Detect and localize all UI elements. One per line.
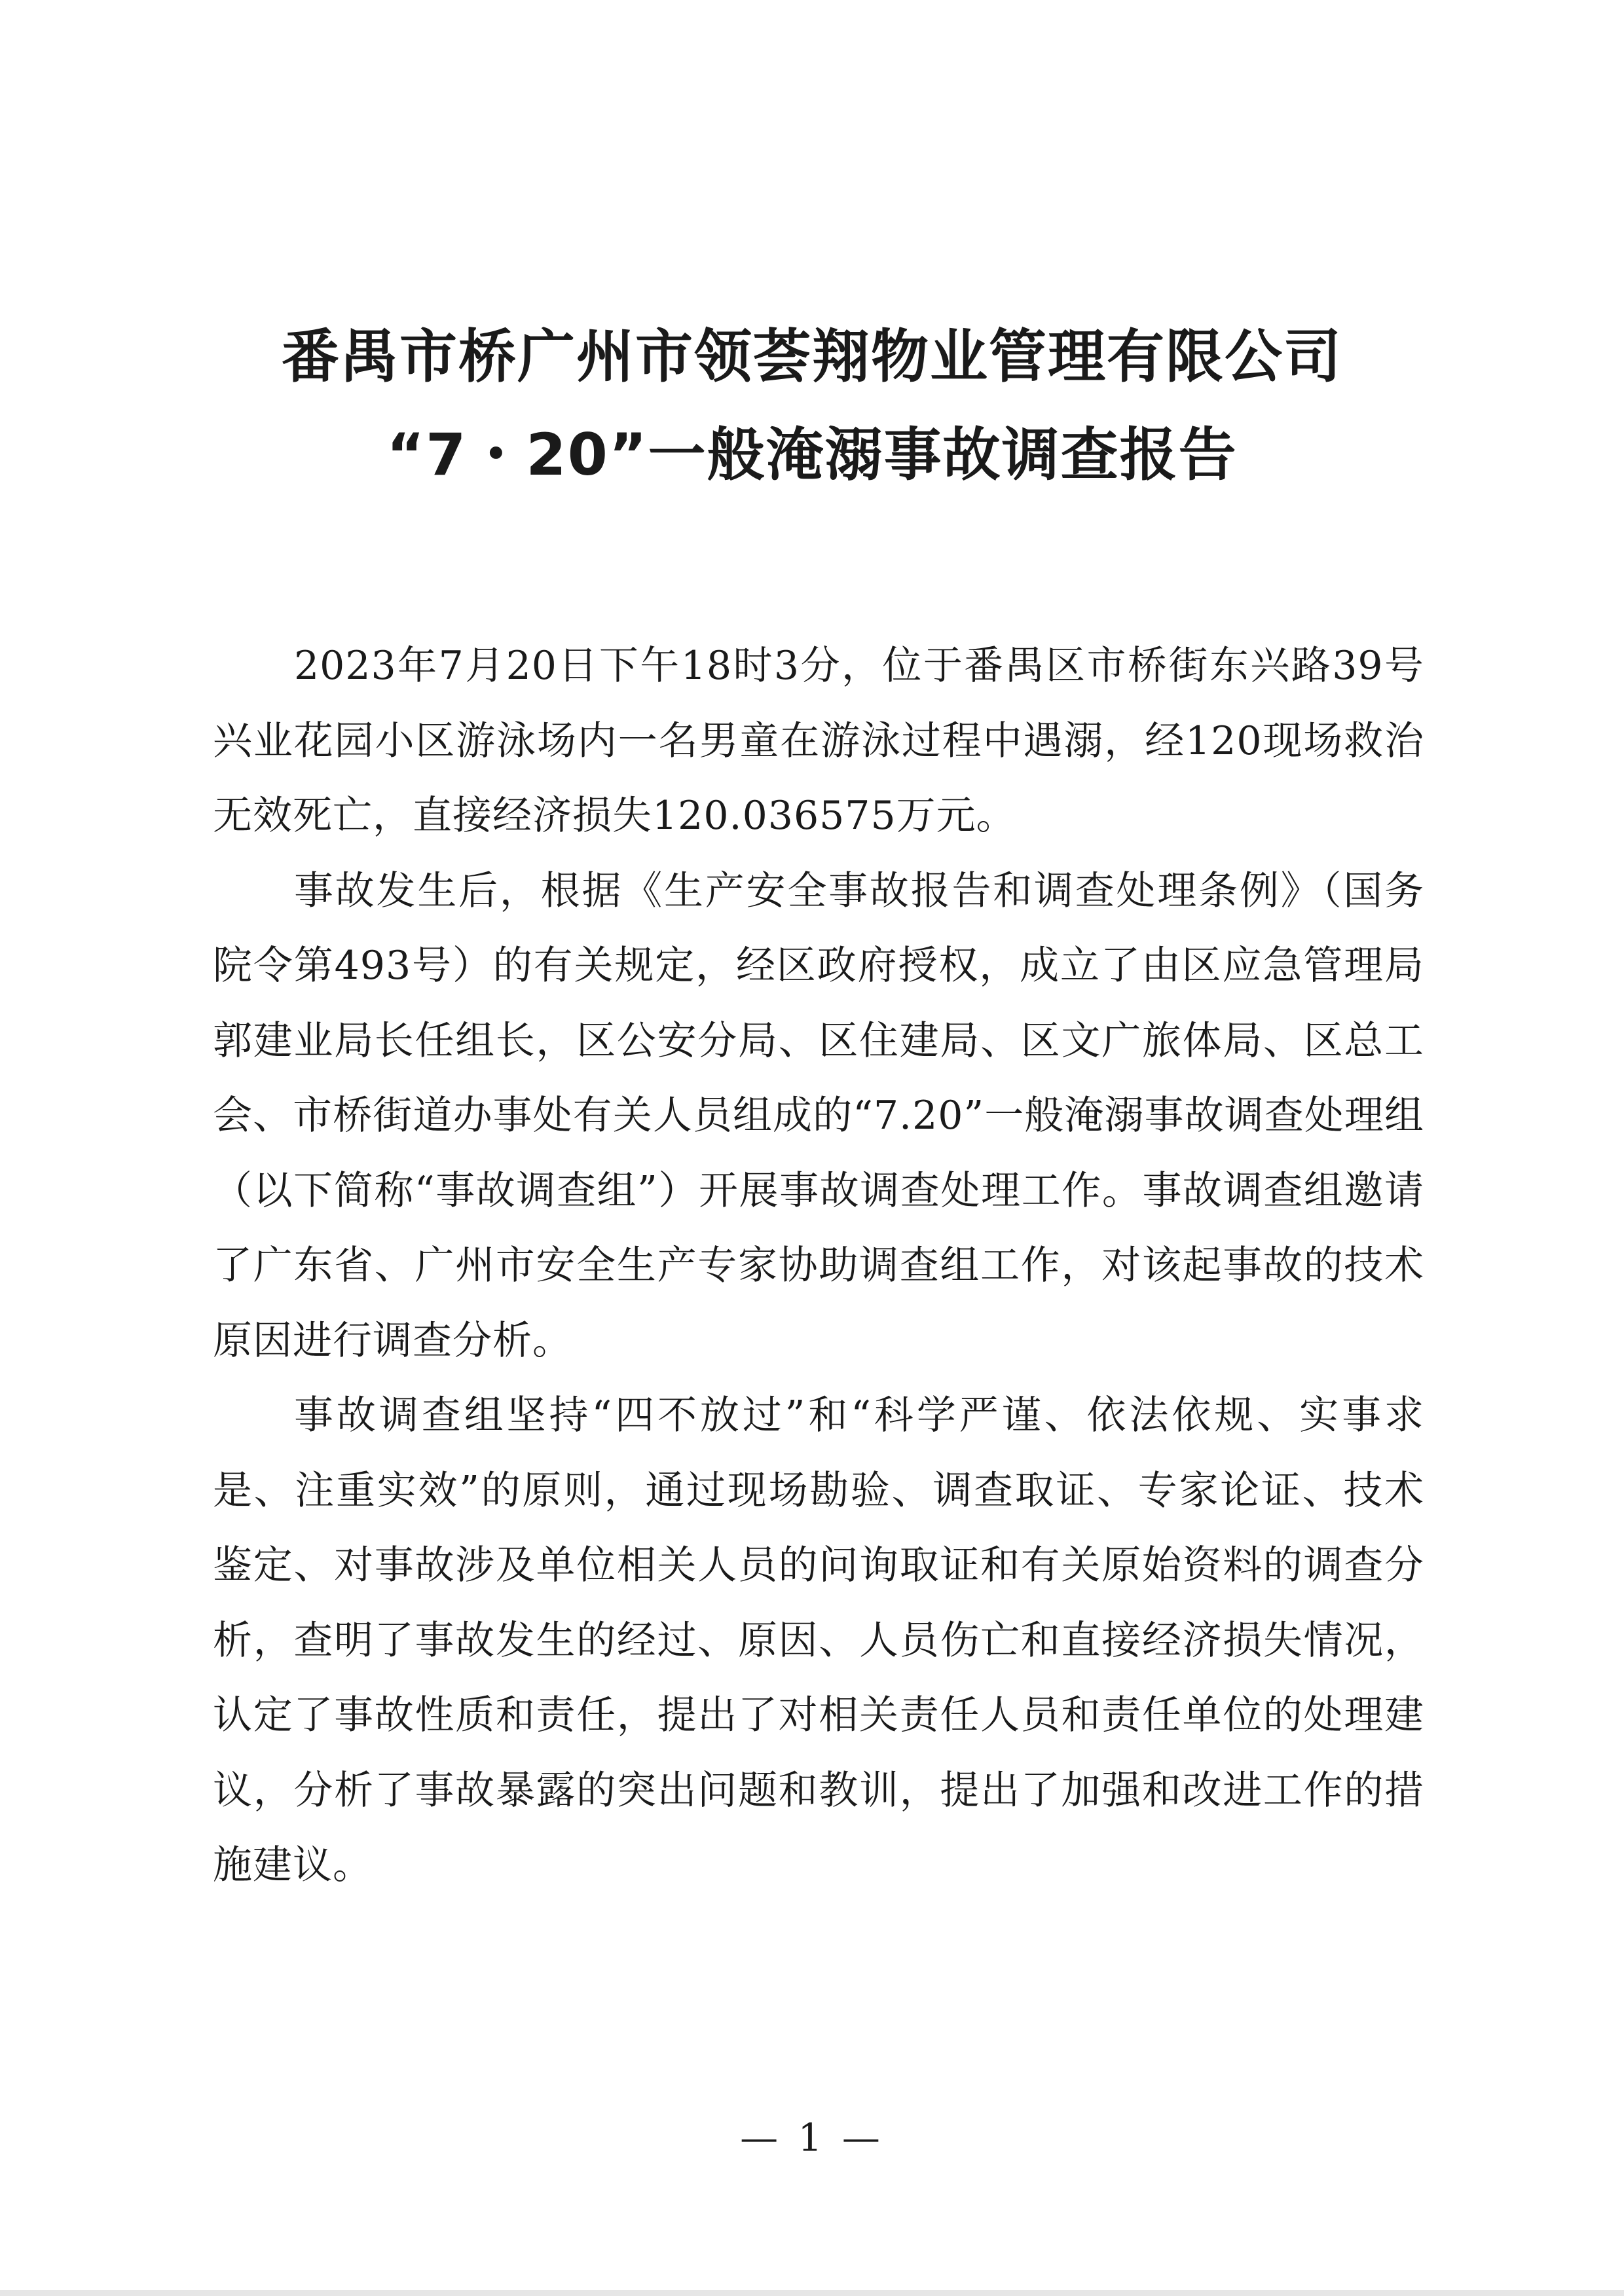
paragraph-incident-summary: 2023年7月20日下午18时3分，位于番禺区市桥街东兴路39号兴业花园小区游泳场内一名男童在游泳过程中遇溺，经120现场救治无效死亡，直接经济损失120.036575万元。 — [213, 643, 1424, 839]
paragraph-investigation-principles: 事故调查组坚持“四不放过”和“科学严谨、依法依规、实事求是、注重实效”的原则，通过现场勘验、调查取证、专家论证、技术鉴定、对事故涉及单位相关人员的问询取证和有关原始资料的调查分析，查明了事故发生的经过、原因、人员伤亡和直接经济损失情况，认定了事故性质和责任，提出了对相关责任人员和责任单位的处理建议，分析了事故暴露的突出问题和教训，提出了加强和改进工作的措施建议。 — [213, 1393, 1424, 1888]
title-line-1: 番禺市桥广州市领荟翔物业管理有限公司 — [281, 323, 1342, 390]
title-line-2: “7・20”一般淹溺事故调查报告 — [386, 421, 1238, 488]
scan-edge — [0, 2290, 1624, 2296]
report-title — [0, 308, 1624, 504]
paragraph-investigation-team: 事故发生后，根据《生产安全事故报告和调查处理条例》（国务院令第493号）的有关规定，经区政府授权，成立了由区应急管理局郭建业局长任组长，区公安分局、区住建局、区文广旅体局、区总工会、市桥街道办事处有关人员组成的“7.20”一般淹溺事故调查处理组（以下简称“事故调查组”）开展事故调查处理工作。事故调查组邀请了广东省、广州市安全生产专家协助调查组工作，对该起事故的技术原因进行调查分析。 — [213, 867, 1424, 1364]
report-body — [213, 629, 1424, 1903]
page-number: — 1 — — [740, 2115, 884, 2160]
